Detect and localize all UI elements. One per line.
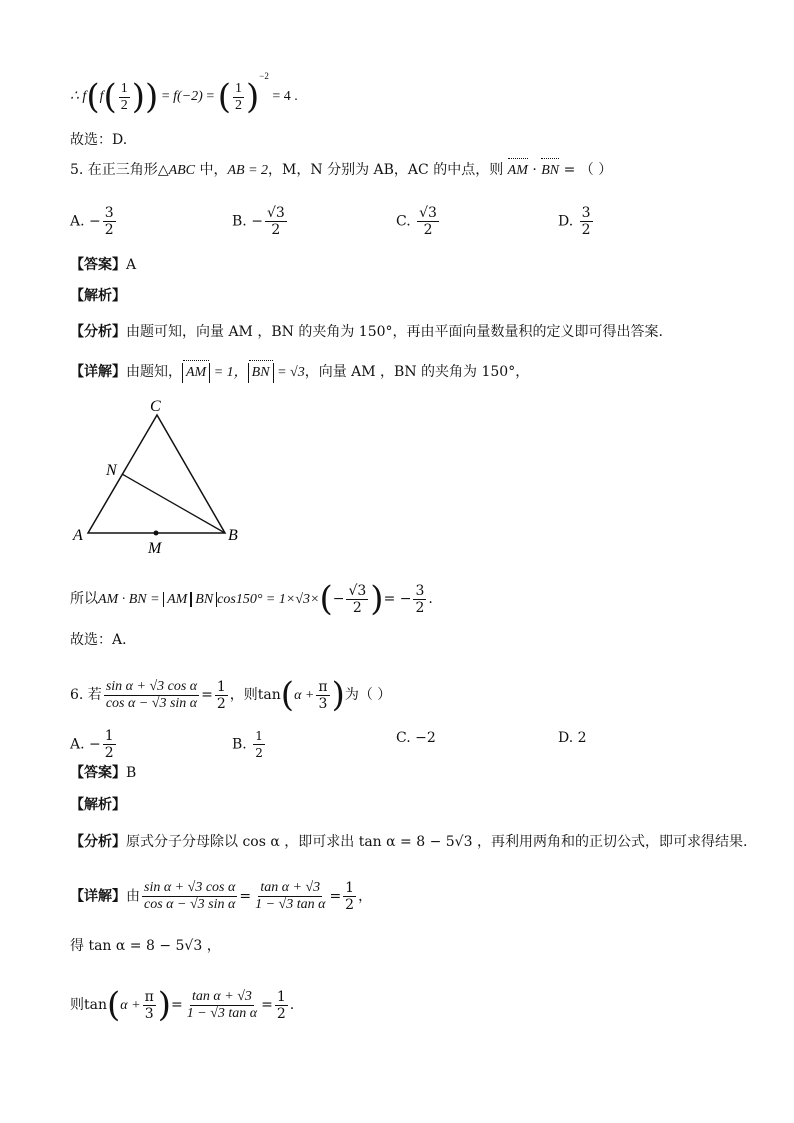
q5-option-a[interactable]: A. − $\frac{3}{2}$: [70, 205, 114, 238]
q6-ze-line: 则tan(α + $\frac{\pi}{3}$ )= $\frac{\text{tan α + √3}}{\text{1 − √3 tan α}}$ = $\frac{1}{2}$ .: [70, 985, 295, 1025]
q6-answer: 【答案】B: [70, 765, 137, 781]
label-c: C: [150, 398, 161, 415]
q6-analysis-heading: 【解析】: [70, 797, 126, 813]
segment-bn: [122, 474, 225, 533]
q6-detail: 【详解】由 $\frac{\text{sin α + √3 cos α}}{\text{cos α − √3 sin α}}$ = $\frac{\text{tan α + √3}}{\text{1 − √3 tan α}}$ = $\frac{1}{2}$ ，: [70, 880, 373, 913]
label-b: B: [228, 527, 238, 544]
q5-analysis-heading: 【解析】: [70, 288, 126, 304]
question-6: 6. 若 $\frac{\text{sin α + √3 cos α}}{\text{cos α − √3 sin α}}$ = $\frac{1}{2}$ ，则tan(α + $\frac{\pi}{3}$ )为（ ）: [70, 675, 392, 715]
q6-option-a[interactable]: A. − $\frac{1}{2}$: [70, 728, 114, 761]
label-m: M: [148, 540, 162, 557]
q5-detail: 【详解】由题知， AM = 1， BN = √3，向量 AM ，BN 的夹角为 150°，: [70, 362, 529, 383]
q6-fenxi: 【分析】原式分子分母除以 cos α ，即可求出 tan α = 8 − 5√3 ，再利用两角和的正切公式，即可求得结果.: [70, 834, 748, 850]
q5-option-c[interactable]: C. $\frac{√3}{2}$: [396, 205, 437, 238]
q5-option-d[interactable]: D. $\frac{3}{2}$: [558, 205, 591, 238]
formula-line-1: ∴ f(f( $\frac{1}{2}$ )) = f(−2) = ( $\frac{1}{2}$ )$^{-2}$ = 4 .: [70, 70, 298, 117]
q5-option-b[interactable]: B. − $\frac{√3}{2}$: [232, 205, 285, 238]
question-5: 5. 在正三角形△ABC 中，AB = 2，M，N 分别为 AB，AC 的中点，则 AM · BN = （ ）: [70, 160, 612, 181]
triangle-figure: [70, 395, 250, 565]
q5-so-line: 所以AM · BN = AM BN cos150° = 1×√3×(− $\frac{√3}{2}$ )= − $\frac{3}{2}$ .: [70, 579, 433, 619]
q5-fenxi: 【分析】由题可知，向量 AM ，BN 的夹角为 150°，再由平面向量数量积的定义即可得出答案.: [70, 324, 663, 340]
therefore-symbol: ∴: [70, 89, 79, 105]
choose-d-line: 故选：D.: [70, 132, 128, 148]
q6-option-d[interactable]: D. 2: [558, 730, 587, 746]
q6-option-b[interactable]: B. $\frac{1}{2}$: [232, 729, 263, 760]
q5-choose: 故选：A．: [70, 632, 137, 648]
q6-de-line: 得 tan α = 8 − 5√3 ，: [70, 938, 221, 954]
q6-option-c[interactable]: C. −2: [396, 730, 436, 746]
midpoint-m-dot: [154, 531, 159, 536]
q5-answer: 【答案】A: [70, 257, 137, 273]
label-n: N: [106, 462, 117, 479]
label-a: A: [73, 527, 83, 544]
